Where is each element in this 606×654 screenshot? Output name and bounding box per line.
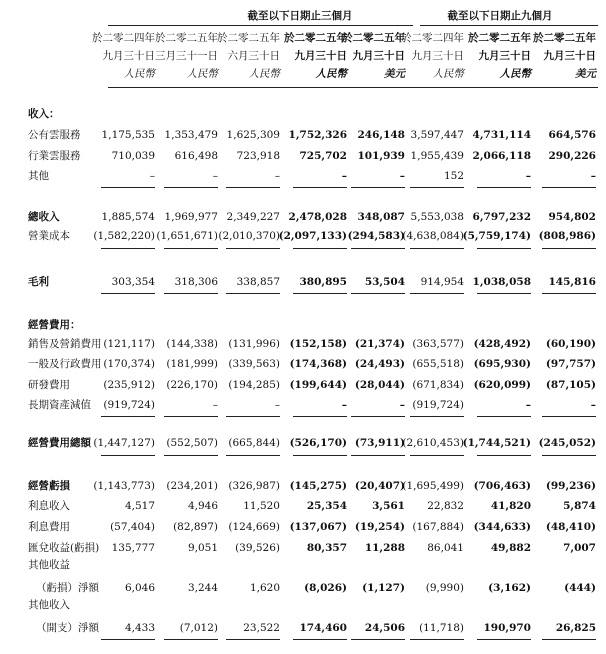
row-gross-profit: 毛利	[28, 276, 49, 288]
cell-value: –	[525, 399, 531, 411]
cell-value: 9,051	[187, 542, 218, 554]
col-header-currency: 人民幣	[248, 68, 280, 80]
cell-value: (145,275)	[289, 480, 347, 492]
cell-value: (226,170)	[166, 379, 218, 391]
cell-value: (552,507)	[166, 437, 218, 449]
cell-value: 5,874	[563, 500, 596, 512]
col-header-year: 於二零二五年	[284, 32, 347, 44]
cell-value: (24,493)	[354, 358, 405, 370]
cell-value: –	[399, 399, 405, 411]
cell-value: 86,041	[427, 542, 464, 554]
cell-value: 190,970	[483, 622, 531, 634]
cell-value: 152	[443, 170, 464, 182]
cell-value: 348,087	[357, 211, 405, 223]
cell-value: –	[399, 170, 405, 182]
cell-value: 1,175,535	[101, 129, 155, 141]
cell-value: (124,669)	[228, 521, 280, 533]
row-operating-loss: 經營虧損	[28, 480, 70, 492]
cell-value: –	[525, 170, 531, 182]
cell-value: (294,583)	[347, 230, 405, 242]
row-label: 研發費用	[28, 379, 70, 391]
cell-value: 710,039	[111, 150, 155, 162]
cell-value: 664,576	[548, 129, 596, 141]
row-label: 長期資產減值	[28, 399, 91, 411]
col-header-date: 九月三十日	[478, 50, 531, 62]
cell-value: 26,825	[555, 622, 596, 634]
cell-value: 11,520	[243, 500, 280, 512]
cell-value: (144,338)	[166, 338, 218, 350]
cell-value: (235,912)	[103, 379, 155, 391]
cell-value: 1,353,479	[164, 129, 218, 141]
cell-value: (8,026)	[304, 582, 347, 594]
cell-value: (5,759,174)	[462, 230, 531, 242]
cell-value: –	[590, 170, 596, 182]
col-header-date: 九月三十日	[352, 50, 405, 62]
cell-value: (20,407)	[354, 480, 405, 492]
row-label: 銷售及營銷費用	[28, 338, 102, 350]
row-label: 其他	[28, 170, 49, 182]
cell-value: (97,757)	[545, 358, 596, 370]
header-three-months: 截至以下日期止三個月	[247, 10, 353, 22]
header-nine-months: 截至以下日期止九個月	[447, 10, 553, 22]
cell-value: 4,731,114	[472, 129, 531, 141]
cell-value: (695,930)	[473, 358, 531, 370]
cell-value: 1,885,574	[101, 211, 155, 223]
cell-value: 246,148	[357, 129, 405, 141]
cell-value: 723,918	[236, 150, 280, 162]
cell-value: 6,046	[124, 582, 155, 594]
col-header-currency: 人民幣	[186, 68, 218, 80]
cell-value: –	[341, 170, 347, 182]
cell-value: (344,633)	[473, 521, 531, 533]
cell-value: 914,954	[420, 276, 464, 288]
col-header-year: 於二零二五年	[533, 32, 596, 44]
cell-value: (234,201)	[166, 480, 218, 492]
row-label: 營業成本	[28, 230, 70, 242]
cell-value: 4,433	[124, 622, 155, 634]
cell-value: 1,955,439	[410, 150, 464, 162]
row-label: 一般及行政費用	[28, 358, 102, 370]
cell-value: 174,460	[299, 622, 347, 634]
col-header-year: 於二零二五年	[217, 32, 280, 44]
cell-value: (194,285)	[228, 379, 280, 391]
cell-value: –	[590, 399, 596, 411]
cell-value: 3,561	[372, 500, 405, 512]
cell-value: (11,718)	[419, 622, 464, 634]
cell-value: 4,946	[187, 500, 218, 512]
cell-value: 725,702	[299, 150, 347, 162]
cell-value: (19,254)	[354, 521, 405, 533]
cell-value: (7,012)	[179, 622, 218, 634]
cell-value: (1,447,127)	[93, 437, 155, 449]
cell-value: (82,897)	[173, 521, 218, 533]
row-total-revenue: 總收入	[28, 211, 60, 223]
cell-value: (131,996)	[228, 338, 280, 350]
row-label: 利息收入	[28, 500, 70, 512]
cell-value: (3,162)	[488, 582, 531, 594]
row-label-other-gain: 其他收益	[28, 559, 70, 571]
cell-value: 135,777	[111, 542, 155, 554]
col-header-date: 九月三十日	[294, 50, 347, 62]
cell-value: (39,526)	[235, 542, 280, 554]
col-header-year: 於二零二四年	[401, 32, 464, 44]
cell-value: 2,349,227	[226, 211, 280, 223]
cell-value: 318,306	[174, 276, 218, 288]
cell-value: (1,582,220)	[93, 230, 155, 242]
cell-value: 80,357	[306, 542, 347, 554]
cell-value: 7,007	[563, 542, 596, 554]
cell-value: 616,498	[174, 150, 218, 162]
col-header-date: 九月三十日	[543, 50, 596, 62]
row-label-other-income: 其他收入	[28, 599, 70, 611]
col-header-year: 於二零二五年	[468, 32, 531, 44]
cell-value: (1,695,499)	[402, 480, 464, 492]
cell-value: (444)	[564, 582, 596, 594]
col-header-currency: 美元	[384, 68, 405, 80]
cell-value: –	[212, 170, 218, 182]
col-header-currency: 人民幣	[315, 68, 347, 80]
cell-value: (2,097,133)	[278, 230, 347, 242]
cell-value: (1,744,521)	[462, 437, 531, 449]
cell-value: (526,170)	[289, 437, 347, 449]
cell-value: 380,895	[299, 276, 347, 288]
row-label: 利息費用	[28, 521, 70, 533]
cell-value: (919,724)	[412, 399, 464, 411]
cell-value: (21,374)	[354, 338, 405, 350]
cell-value: 1,969,977	[164, 211, 218, 223]
col-header-date: 六月三十日	[227, 50, 280, 62]
col-header-currency: 人民幣	[499, 68, 531, 80]
row-total-opex: 經營費用總額	[28, 437, 91, 449]
col-header-year: 於二零二四年	[92, 32, 155, 44]
cell-value: (137,067)	[289, 521, 347, 533]
cell-value: 954,802	[548, 211, 596, 223]
cell-value: 23,522	[243, 622, 280, 634]
cell-value: 6,797,232	[472, 211, 531, 223]
cell-value: (57,404)	[110, 521, 155, 533]
cell-value: (73,911)	[354, 437, 405, 449]
cell-value: (339,563)	[228, 358, 280, 370]
cell-value: 25,354	[306, 500, 347, 512]
cell-value: (665,844)	[228, 437, 280, 449]
cell-value: (428,492)	[473, 338, 531, 350]
cell-value: 24,506	[364, 622, 405, 634]
cell-value: 22,832	[427, 500, 464, 512]
cell-value: (808,986)	[538, 230, 596, 242]
section-opex: 經營費用：	[28, 319, 81, 331]
cell-value: 1,752,326	[288, 129, 347, 141]
cell-value: (620,099)	[473, 379, 531, 391]
cell-value: (174,368)	[289, 358, 347, 370]
cell-value: 101,939	[357, 150, 405, 162]
cell-value: (121,117)	[103, 338, 155, 350]
cell-value: 145,816	[548, 276, 596, 288]
cell-value: –	[341, 399, 347, 411]
cell-value: (326,987)	[228, 480, 280, 492]
row-label: 匯兌收益(虧損)	[28, 542, 100, 554]
cell-value: 290,226	[548, 150, 596, 162]
cell-value: (99,236)	[545, 480, 596, 492]
cell-value: 5,553,038	[410, 211, 464, 223]
cell-value: 41,820	[490, 500, 531, 512]
cell-value: 3,597,447	[410, 129, 464, 141]
cell-value: 49,882	[490, 542, 531, 554]
row-label: （虧損）淨額	[36, 582, 99, 594]
col-header-date: 三月三十一日	[155, 50, 218, 62]
cell-value: (4,638,084)	[402, 230, 464, 242]
cell-value: (2,010,370)	[218, 230, 280, 242]
cell-value: (2,610,453)	[402, 437, 464, 449]
cell-value: (9,990)	[425, 582, 464, 594]
cell-value: 2,066,118	[472, 150, 531, 162]
cell-value: (28,044)	[354, 379, 405, 391]
cell-value: (706,463)	[473, 480, 531, 492]
cell-value: (655,518)	[412, 358, 464, 370]
cell-value: –	[212, 399, 218, 411]
cell-value: 2,478,028	[288, 211, 347, 223]
cell-value: (199,644)	[289, 379, 347, 391]
cell-value: 4,517	[124, 500, 155, 512]
row-label: （開支）淨額	[36, 622, 99, 634]
cell-value: (1,127)	[362, 582, 405, 594]
cell-value: (152,158)	[289, 338, 347, 350]
cell-value: (60,190)	[545, 338, 596, 350]
cell-value: (87,105)	[545, 379, 596, 391]
cell-value: (363,577)	[412, 338, 464, 350]
cell-value: (181,999)	[166, 358, 218, 370]
cell-value: 53,504	[364, 276, 405, 288]
cell-value: 11,288	[364, 542, 405, 554]
cell-value: (245,052)	[538, 437, 596, 449]
col-header-currency: 人民幣	[123, 68, 155, 80]
cell-value: (1,143,773)	[93, 480, 155, 492]
cell-value: 1,625,309	[226, 129, 280, 141]
col-header-currency: 人民幣	[432, 68, 464, 80]
col-header-date: 九月三十日	[102, 50, 155, 62]
cell-value: 3,244	[187, 582, 218, 594]
cell-value: –	[274, 170, 280, 182]
section-revenue: 收入：	[28, 108, 60, 120]
col-header-year: 於二零二五年	[342, 32, 405, 44]
cell-value: –	[274, 399, 280, 411]
col-header-year: 於二零二五年	[155, 32, 218, 44]
cell-value: 1,620	[249, 582, 280, 594]
cell-value: 338,857	[236, 276, 280, 288]
cell-value: –	[149, 170, 155, 182]
cell-value: (48,410)	[545, 521, 596, 533]
row-label: 行業雲服務	[28, 150, 81, 162]
cell-value: 303,354	[111, 276, 155, 288]
cell-value: (167,884)	[412, 521, 464, 533]
cell-value: (919,724)	[103, 399, 155, 411]
col-header-currency: 美元	[575, 68, 596, 80]
cell-value: (671,834)	[412, 379, 464, 391]
cell-value: 1,038,058	[472, 276, 531, 288]
cell-value: (1,651,671)	[156, 230, 218, 242]
col-header-date: 九月三十日	[411, 50, 464, 62]
cell-value: (170,374)	[103, 358, 155, 370]
row-label: 公有雲服務	[28, 129, 81, 141]
